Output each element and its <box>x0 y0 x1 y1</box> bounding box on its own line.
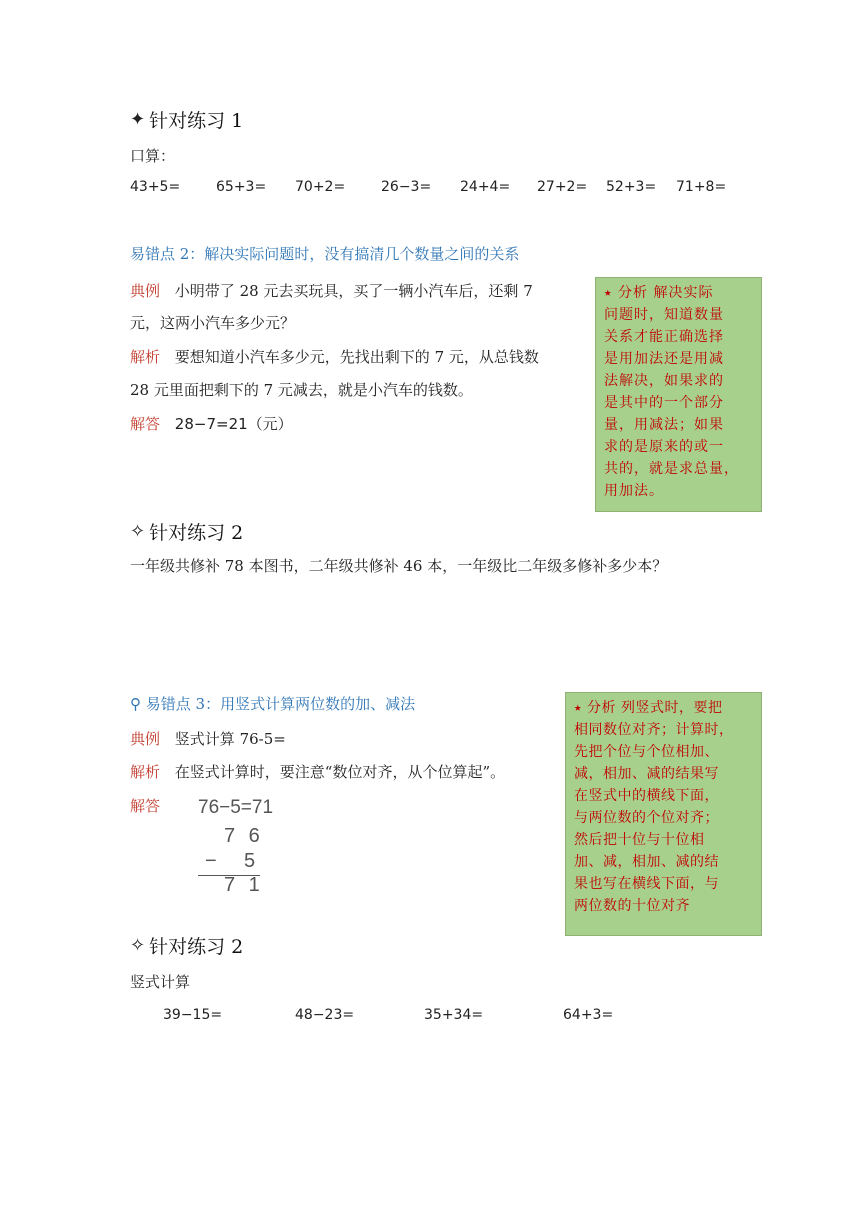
error-point-3-heading <box>130 694 415 715</box>
note-line: 是其中的一个部分 <box>604 395 724 411</box>
error-point-2-title: 易错点 2：解决实际问题时，没有搞清几个数量之间的关系 <box>130 245 520 263</box>
problem-5: 24+4= <box>460 179 511 195</box>
note-line: 用加法。 <box>604 483 664 499</box>
magnifier-icon: ⚲ <box>130 695 141 713</box>
problem-4: 26−3= <box>381 179 432 195</box>
note-line: 在竖式中的横线下面， <box>574 788 719 804</box>
example-row-1 <box>130 281 533 302</box>
error-point-3-title: 易错点 3：用竖式计算两位数的加、减法 <box>145 695 416 713</box>
practice-3-heading <box>130 932 243 959</box>
sparkle-icon: ✧ <box>130 521 146 542</box>
vertical-calc-label: 竖式计算 <box>130 973 191 991</box>
answer-text: 28−7=21（元） <box>174 415 293 433</box>
problem-1: 43+5= <box>130 179 181 195</box>
analysis-text-2: 28 元里面把剩下的 7 元减去，就是小汽车的钱数。 <box>130 381 473 399</box>
answer-row <box>130 414 293 435</box>
note-line: 量，用减法；如果 <box>604 417 724 433</box>
problem-2: 65+3= <box>216 179 267 195</box>
analysis-note-box-2 <box>565 692 762 936</box>
sparkle-icon: ✦ <box>130 109 146 130</box>
example-text-1: 小明带了 28 元去买玩具，买了一辆小汽车后，还剩 7 <box>174 282 533 300</box>
vertical-equation: 76−5=71 <box>198 797 274 818</box>
problem-3: 70+2= <box>295 179 346 195</box>
note-line: 问题时，知道数量 <box>604 307 724 323</box>
answer-tag: 解答 <box>130 415 161 433</box>
practice-2-heading <box>130 518 243 545</box>
practice-1-title: 针对练习 1 <box>149 110 244 132</box>
practice-3-title: 针对练习 2 <box>149 936 244 958</box>
example-text: 竖式计算 76-5= <box>174 730 286 748</box>
word-problem: 一年级共修补 78 本图书，二年级共修补 46 本，一年级比二年级多修补多少本？ <box>130 557 668 575</box>
analysis-note-box-1 <box>595 277 762 512</box>
sparkle-icon: ✧ <box>130 935 146 956</box>
answer-tag: 解答 <box>130 797 161 815</box>
analysis-tag: 解析 <box>130 348 161 366</box>
vertical-problem-1: 39−15= <box>163 1007 223 1023</box>
note-line: 共的，就是求总量， <box>604 461 739 477</box>
vertical-result: 7 1 <box>224 874 264 896</box>
note-line: 两位数的十位对齐 <box>574 898 690 914</box>
note-line: 加、减，相加、减的结 <box>574 854 719 870</box>
example-tag: 典例 <box>130 730 161 748</box>
note-line: 关系才能正确选择 <box>604 329 724 345</box>
note-line: 果也写在横线下面，与 <box>574 876 719 892</box>
note-line: 求的是原来的或一 <box>604 439 724 455</box>
vertical-top-number: 7 6 <box>224 825 264 847</box>
problem-6: 27+2= <box>537 179 588 195</box>
note-line: ⭑ 分析 解决实际 <box>604 285 714 301</box>
mental-math-label: 口算： <box>130 147 176 165</box>
example-tag: 典例 <box>130 282 161 300</box>
note-line: 先把个位与个位相加、 <box>574 744 719 760</box>
note-line: 然后把十位与十位相 <box>574 832 705 848</box>
problem-7: 52+3= <box>606 179 657 195</box>
example-row-3 <box>130 729 286 750</box>
analysis-row-1 <box>130 347 539 368</box>
analysis-text-1: 要想知道小汽车多少元，先找出剩下的 7 元，从总钱数 <box>174 348 539 366</box>
practice-2-title: 针对练习 2 <box>149 522 244 544</box>
note-line: 法解决，如果求的 <box>604 373 724 389</box>
analysis-tag: 解析 <box>130 763 161 781</box>
vertical-problem-2: 48−23= <box>295 1007 355 1023</box>
note-line: 与两位数的个位对齐； <box>574 810 719 826</box>
vertical-bottom-number: 5 <box>244 850 256 872</box>
analysis-text: 在竖式计算时，要注意“数位对齐，从个位算起”。 <box>174 763 506 781</box>
practice-1-heading <box>130 106 243 133</box>
note-line: ⭑ 分析 列竖式时，要把 <box>574 700 723 716</box>
problem-8: 71+8= <box>676 179 727 195</box>
vertical-problem-4: 64+3= <box>563 1007 614 1023</box>
vertical-problem-3: 35+34= <box>424 1007 484 1023</box>
note-line: 相同数位对齐；计算时， <box>574 722 734 738</box>
analysis-row-3 <box>130 762 505 783</box>
note-line: 减，相加、减的结果写 <box>574 766 719 782</box>
note-line: 是用加法还是用减 <box>604 351 724 367</box>
example-text-2: 元，这两小汽车多少元？ <box>130 314 296 332</box>
vertical-operator: − <box>205 850 217 872</box>
